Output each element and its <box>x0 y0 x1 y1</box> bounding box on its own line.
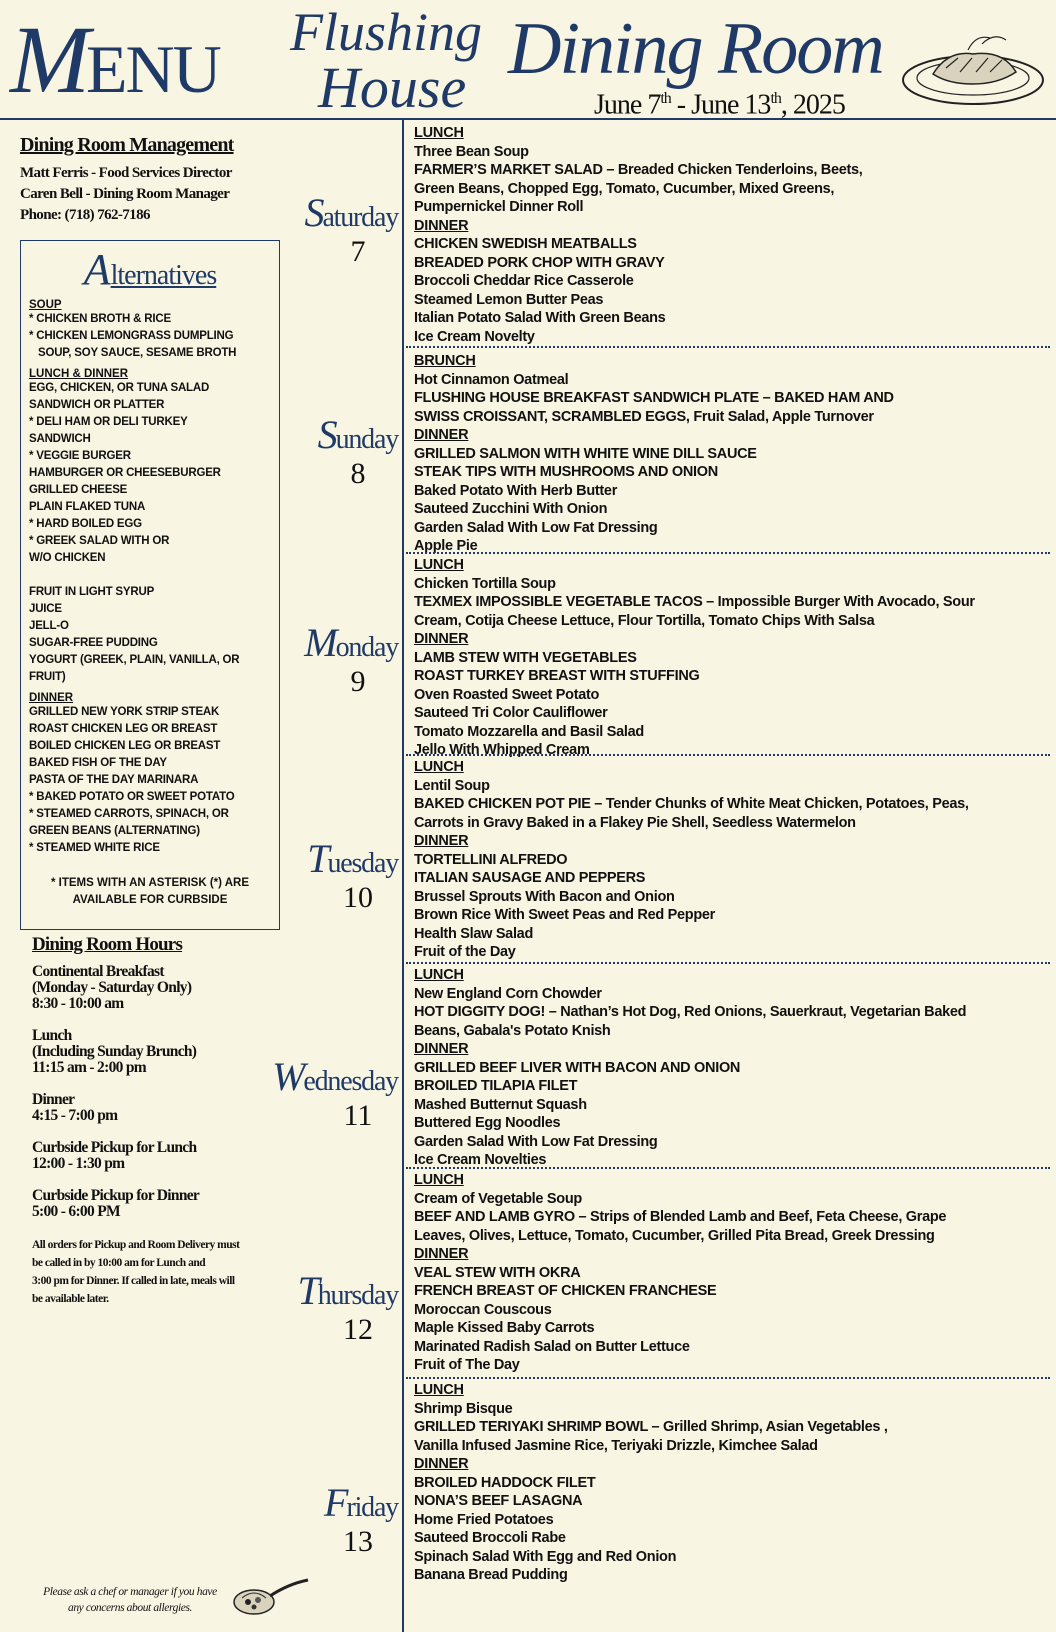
menu-item: Leaves, Olives, Lettuce, Tomato, Cucumber, Grilled Pita Bread, Greek Dressing <box>414 1227 935 1244</box>
menu-item: Jello With Whipped Cream <box>414 742 590 758</box>
dining-room-title: Dining Room <box>508 8 883 90</box>
alt-item: * GREEK SALAD WITH OR <box>29 535 170 547</box>
alt-item: GREEN BEANS (ALTERNATING) <box>29 825 200 837</box>
alt-item: PLAIN FLAKED TUNA <box>29 501 146 513</box>
day-name <box>268 1480 398 1525</box>
management-line: Caren Bell - Dining Room Manager <box>20 186 230 202</box>
meal-label: DINNER <box>414 427 469 443</box>
meal-label: LUNCH <box>414 557 464 573</box>
menu-item: Banana Bread Pudding <box>414 1567 568 1583</box>
menu-item: Brown Rice With Sweet Peas and Red Pepper <box>414 907 716 923</box>
menu-item: Fruit of The Day <box>414 1357 520 1373</box>
menu-item: Home Fried Potatoes <box>414 1511 554 1528</box>
day-name-initial: T <box>307 836 328 881</box>
menu-item: STEAK TIPS WITH MUSHROOMS AND ONION <box>414 464 718 480</box>
hours-line: 8:30 - 10:00 am <box>32 995 124 1012</box>
management-title: Dining Room Management <box>20 134 234 156</box>
menu-item: BAKED CHICKEN POT PIE – Tender Chunks of White Meat Chicken, Potatoes, Peas, <box>414 796 969 812</box>
menu-item: Sauteed Broccoli Rabe <box>414 1530 566 1546</box>
alt-item: BOILED CHICKEN LEG OR BREAST <box>29 740 221 752</box>
meal-label: LUNCH <box>414 1382 464 1398</box>
hours-note-line: be available later. <box>32 1293 109 1305</box>
day-name <box>268 412 398 457</box>
hours-note-line: 3:00 pm for Dinner. If called in late, meals will <box>32 1275 235 1287</box>
day-separator <box>406 1377 1050 1379</box>
menu-item: Broccoli Cheddar Rice Casserole <box>414 273 634 289</box>
menu-item: Steamed Lemon Butter Peas <box>414 291 604 308</box>
menu-item: Green Beans, Chopped Egg, Tomato, Cucumber, Mixed Greens, <box>414 180 835 197</box>
menu-item: Chicken Tortilla Soup <box>414 575 556 592</box>
alt-dinner-label: DINNER <box>29 692 74 704</box>
hours-note-line: be called in by 10:00 am for Lunch and <box>32 1257 206 1269</box>
menu-item: TEXMEX IMPOSSIBLE VEGETABLE TACOS – Impossible Burger With Avocado, Sour <box>414 594 975 610</box>
day-name-rest: hursday <box>317 1280 398 1311</box>
menu-item: Oven Roasted Sweet Potato <box>414 686 600 703</box>
day-name-initial: W <box>272 1054 304 1099</box>
dining-room-hours <box>32 934 282 1308</box>
day-number: 11 <box>343 1099 373 1132</box>
hours-list <box>32 964 282 1220</box>
menu-item: Italian Potato Salad With Green Beans <box>414 310 666 326</box>
hours-title: Dining Room Hours <box>32 934 183 955</box>
day-name-rest: ednesday <box>303 1066 398 1097</box>
meal-label: LUNCH <box>414 759 464 775</box>
day-name <box>268 620 398 665</box>
menu-item: Buttered Egg Noodles <box>414 1115 561 1131</box>
alt-item: * STEAMED WHITE RICE <box>29 842 160 854</box>
hours-line: Lunch <box>32 1027 72 1044</box>
day-menu-block <box>414 1171 1050 1375</box>
hours-line: 12:00 - 1:30 pm <box>32 1155 125 1172</box>
spoon-illustration-icon <box>230 1574 310 1618</box>
day-name-initial: F <box>324 1480 347 1525</box>
meal-label: DINNER <box>414 1041 469 1057</box>
menu-item: Ice Cream Novelties <box>414 1152 547 1168</box>
hours-block <box>32 1092 282 1124</box>
alt-item: * STEAMED CARROTS, SPINACH, OR <box>29 808 229 820</box>
day-number: 8 <box>350 457 366 490</box>
alt-item: * CHICKEN BROTH & RICE <box>29 313 171 325</box>
day-menu-block <box>414 966 1050 1170</box>
day-name <box>268 836 398 881</box>
day-menu-block <box>414 758 1050 962</box>
management-section <box>20 134 282 226</box>
menu-item: Vanilla Infused Jasmine Rice, Teriyaki Drizzle, Kimchee Salad <box>414 1437 818 1454</box>
menu-item: NONA’S BEEF LASAGNA <box>414 1493 583 1509</box>
menu-item: Cream of Vegetable Soup <box>414 1190 582 1207</box>
day-number: 13 <box>343 1525 373 1558</box>
menu-item: ITALIAN SAUSAGE AND PEPPERS <box>414 870 646 886</box>
alt-item: GRILLED CHEESE <box>29 484 128 496</box>
meal-label: DINNER <box>414 217 469 234</box>
menu-item: Carrots in Gravy Baked in a Flakey Pie Shell, Seedless Watermelon <box>414 814 856 831</box>
alt-item: * CHICKEN LEMONGRASS DUMPLING <box>29 330 234 342</box>
menu-title-rest: ENU <box>85 31 220 107</box>
day-number: 10 <box>343 881 373 914</box>
day-label <box>268 1268 398 1347</box>
day-separator <box>406 754 1050 756</box>
menu-item: Lentil Soup <box>414 777 490 794</box>
menu-item: ROAST TURKEY BREAST WITH STUFFING <box>414 668 700 684</box>
alt-item: * DELI HAM OR DELI TURKEY <box>29 416 188 428</box>
menu-item: Ice Cream Novelty <box>414 328 535 345</box>
day-separator <box>406 552 1050 554</box>
menu-item: FRENCH BREAST OF CHICKEN FRANCHESE <box>414 1283 717 1299</box>
menu-item: Sauteed Zucchini With Onion <box>414 501 608 517</box>
menu-item: BROILED TILAPIA FILET <box>414 1078 578 1094</box>
hours-block <box>32 1188 282 1220</box>
menu-item: Tomato Mozzarella and Basil Salad <box>414 723 644 740</box>
alt-item: W/O CHICKEN <box>29 552 106 564</box>
allergy-note-line: Please ask a chef or manager if you have <box>43 1586 217 1598</box>
menu-item: LAMB STEW WITH VEGETABLES <box>414 649 637 666</box>
day-name-rest: uesday <box>327 848 398 879</box>
alternatives-title <box>29 245 271 294</box>
alt-item: SOUP, SOY SAUCE, SESAME BROTH <box>29 347 237 359</box>
allergy-note <box>30 1584 230 1616</box>
day-name-rest: riday <box>346 1492 398 1523</box>
hours-line: Dinner <box>32 1091 75 1108</box>
day-separator <box>406 1167 1050 1169</box>
menu-item: Hot Cinnamon Oatmeal <box>414 371 569 388</box>
menu-item: SWISS CROISSANT, SCRAMBLED EGGS, Fruit Salad, Apple Turnover <box>414 408 874 425</box>
alt-item: * HARD BOILED EGG <box>29 518 142 530</box>
menu-item: Shrimp Bisque <box>414 1400 513 1417</box>
menu-item: FARMER’S MARKET SALAD – Breaded Chicken Tenderloins, Beets, <box>414 162 863 178</box>
alt-lunch-dinner-list <box>29 380 271 567</box>
day-label <box>268 190 398 269</box>
hours-line: 5:00 - 6:00 PM <box>32 1203 120 1220</box>
day-label <box>268 620 398 699</box>
menu-item: GRILLED SALMON WITH WHITE WINE DILL SAUCE <box>414 445 757 462</box>
hours-line: Continental Breakfast <box>32 963 164 980</box>
hours-line: 11:15 am - 2:00 pm <box>32 1059 146 1076</box>
menu-item: Fruit of the Day <box>414 944 516 960</box>
alt-dinner-list <box>29 704 271 857</box>
meal-label: LUNCH <box>414 967 464 983</box>
menu-item: Marinated Radish Salad on Butter Lettuce <box>414 1338 690 1355</box>
meal-label: LUNCH <box>414 125 464 141</box>
hours-line: Curbside Pickup for Dinner <box>32 1187 200 1204</box>
menu-item: Health Slaw Salad <box>414 925 533 942</box>
curbside-note-line: AVAILABLE FOR CURBSIDE <box>72 894 228 906</box>
day-name-rest: onday <box>335 632 398 663</box>
day-name <box>268 190 398 235</box>
day-menu-block <box>414 124 1050 346</box>
alternatives-box <box>20 240 280 930</box>
day-number: 7 <box>350 235 366 268</box>
day-name-initial: S <box>317 412 336 457</box>
alternatives-title-rest: lternatives <box>110 260 217 291</box>
date-year: , 2025 <box>780 89 845 121</box>
menu-item: Spinach Salad With Egg and Red Onion <box>414 1548 677 1565</box>
allergy-note-line: any concerns about allergies. <box>67 1602 193 1614</box>
alt-item: GRILLED NEW YORK STRIP STEAK <box>29 706 220 718</box>
alt-item: SANDWICH OR PLATTER <box>29 399 165 411</box>
column-divider <box>402 120 404 1632</box>
menu-item: Moroccan Couscous <box>414 1301 552 1318</box>
alt-soup-label: SOUP <box>29 299 62 311</box>
alt-item: HAMBURGER OR CHEESEBURGER <box>29 467 221 479</box>
alt-item: * VEGGIE BURGER <box>29 450 131 462</box>
day-separator <box>406 962 1050 964</box>
menu-item: BREADED PORK CHOP WITH GRAVY <box>414 254 665 271</box>
day-label <box>268 412 398 491</box>
day-name <box>268 1268 398 1313</box>
day-name <box>268 1054 398 1099</box>
meal-label: DINNER <box>414 631 469 647</box>
hours-block <box>32 1028 282 1076</box>
alt-item: YOGURT (GREEK, PLAIN, VANILLA, OR <box>29 654 240 666</box>
day-label <box>268 1480 398 1559</box>
date-end-suffix: th <box>770 90 781 107</box>
menu-item: HOT DIGGITY DOG! – Nathan’s Hot Dog, Red Onions, Sauerkraut, Vegetarian Baked <box>414 1004 967 1020</box>
menu-date-range <box>594 82 845 122</box>
menu-item: FLUSHING HOUSE BREAKFAST SANDWICH PLATE – BAKED HAM AND <box>414 390 894 406</box>
date-start: June 7 <box>594 89 661 121</box>
menu-item: Maple Kissed Baby Carrots <box>414 1320 595 1336</box>
day-name-rest: unday <box>335 424 398 455</box>
date-start-suffix: th <box>660 90 671 107</box>
day-name-initial: M <box>304 620 336 665</box>
menu-item: Cream, Cotija Cheese Lettuce, Flour Tortilla, Tomato Chips With Salsa <box>414 612 875 629</box>
menu-item: GRILLED BEEF LIVER WITH BACON AND ONION <box>414 1059 741 1076</box>
menu-item: Pumpernickel Dinner Roll <box>414 199 584 215</box>
day-menu-block <box>414 556 1050 760</box>
alt-lunch-dinner-label: LUNCH & DINNER <box>29 368 129 380</box>
menu-title-initial: M <box>10 6 86 113</box>
menu-item: VEAL STEW WITH OKRA <box>414 1264 581 1281</box>
menu-item: Garden Salad With Low Fat Dressing <box>414 519 658 536</box>
menu-item: Baked Potato With Herb Butter <box>414 482 618 499</box>
hours-note-line: All orders for Pickup and Room Delivery must <box>32 1239 240 1251</box>
alternatives-curbside-note <box>29 875 271 909</box>
menu-item: Garden Salad With Low Fat Dressing <box>414 1133 658 1150</box>
day-label <box>268 836 398 915</box>
management-phone: Phone: (718) 762-7186 <box>20 207 150 223</box>
curbside-note-line: * ITEMS WITH AN ASTERISK (*) ARE <box>50 877 250 889</box>
alt-item: JELL-O <box>29 620 69 632</box>
alt-extras-list <box>29 584 271 686</box>
alt-item: BAKED FISH OF THE DAY <box>29 757 167 769</box>
menu-item: BEEF AND LAMB GYRO – Strips of Blended Lamb and Beef, Feta Cheese, Grape <box>414 1209 947 1225</box>
alt-item: ROAST CHICKEN LEG OR BREAST <box>29 723 218 735</box>
page-header <box>0 0 1056 120</box>
alt-soup-list <box>29 311 271 362</box>
alt-item: EGG, CHICKEN, OR TUNA SALAD <box>29 382 210 394</box>
day-name-initial: T <box>297 1268 318 1313</box>
day-name-rest: aturday <box>322 202 398 233</box>
alt-item: FRUIT IN LIGHT SYRUP <box>29 586 155 598</box>
menu-title <box>10 6 220 113</box>
menu-item: CHICKEN SWEDISH MEATBALLS <box>414 236 637 252</box>
day-menu-block <box>414 352 1050 556</box>
hours-block <box>32 1140 282 1172</box>
hours-line: Curbside Pickup for Lunch <box>32 1139 197 1156</box>
menu-item: TORTELLINI ALFREDO <box>414 851 568 868</box>
day-number: 9 <box>350 665 366 698</box>
alt-item: * BAKED POTATO OR SWEET POTATO <box>29 791 235 803</box>
hours-line: (Monday - Saturday Only) <box>32 979 192 996</box>
meal-label: LUNCH <box>414 1172 464 1188</box>
alternatives-title-initial: A <box>83 245 111 294</box>
menu-item: New England Corn Chowder <box>414 985 602 1002</box>
flushing-title: Flushing <box>290 2 483 62</box>
menu-item: BROILED HADDOCK FILET <box>414 1474 596 1491</box>
alt-item: FRUIT) <box>29 671 66 683</box>
day-separator <box>406 346 1050 348</box>
plate-illustration-icon <box>898 28 1048 112</box>
day-number: 12 <box>343 1313 373 1346</box>
menu-item: Three Bean Soup <box>414 143 529 160</box>
menu-item: Sauteed Tri Color Cauliflower <box>414 705 608 721</box>
meal-label: DINNER <box>414 833 469 849</box>
meal-label: BRUNCH <box>414 353 476 369</box>
day-name-initial: S <box>304 190 323 235</box>
house-title: House <box>318 55 467 120</box>
menu-item: GRILLED TERIYAKI SHRIMP BOWL – Grilled Shrimp, Asian Vegetables , <box>414 1419 888 1435</box>
management-line: Matt Ferris - Food Services Director <box>20 165 232 181</box>
alt-item: SUGAR-FREE PUDDING <box>29 637 158 649</box>
alt-item: JUICE <box>29 603 62 615</box>
day-menu-block <box>414 1381 1050 1585</box>
menu-item: Beans, Gabala's Potato Knish <box>414 1022 611 1039</box>
hours-line: (Including Sunday Brunch) <box>32 1043 197 1060</box>
day-label <box>268 1054 398 1133</box>
hours-block <box>32 964 282 1012</box>
menu-item: Brussel Sprouts With Bacon and Onion <box>414 888 675 905</box>
menu-item: Apple Pie <box>414 538 478 554</box>
hours-line: 4:15 - 7:00 pm <box>32 1107 118 1124</box>
meal-label: DINNER <box>414 1456 469 1472</box>
date-end: - June 13 <box>670 89 771 121</box>
alt-item: PASTA OF THE DAY MARINARA <box>29 774 199 786</box>
menu-item: Mashed Butternut Squash <box>414 1096 587 1113</box>
meal-label: DINNER <box>414 1246 469 1262</box>
hours-ordering-note <box>32 1236 282 1308</box>
alt-item: SANDWICH <box>29 433 91 445</box>
